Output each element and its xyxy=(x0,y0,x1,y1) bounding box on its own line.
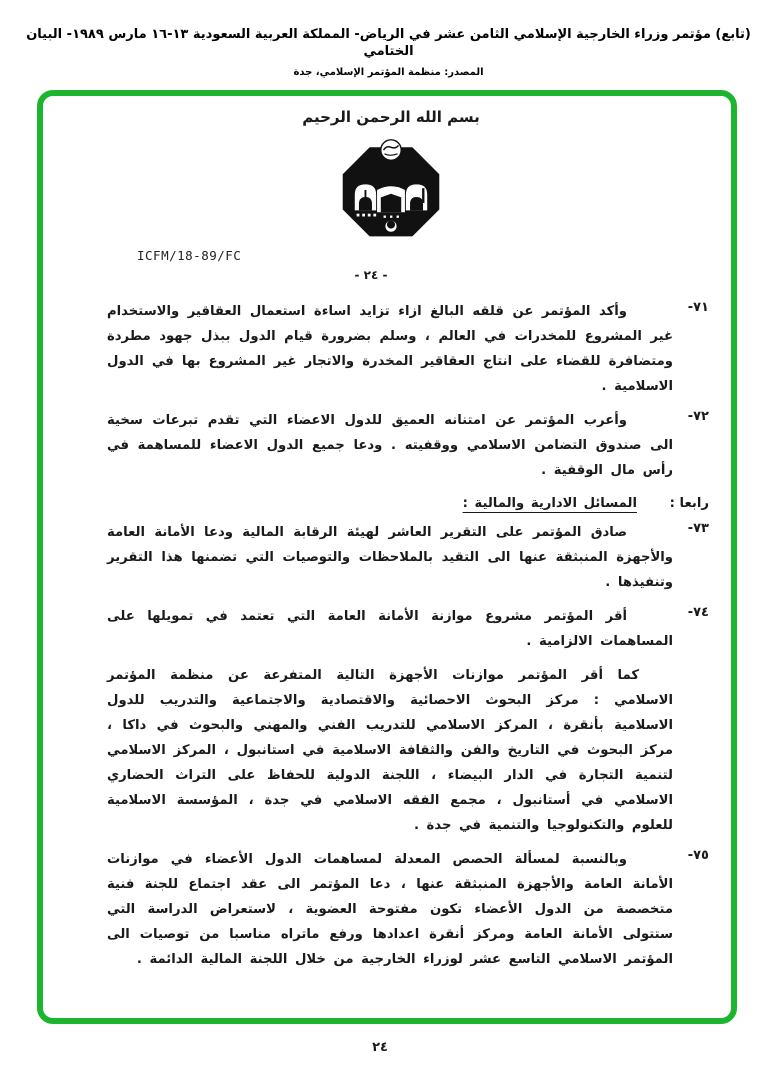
paragraph-number xyxy=(673,663,709,838)
bismillah-calligraphy: بسم الله الرحمن الرحيم xyxy=(302,108,480,126)
footer-page-number: ٢٤ xyxy=(372,1040,388,1055)
header-title: (تابع) مؤتمر وزراء الخارجية الإسلامي الثامن عشر في الرياض- المملكة العربية السعودية ١٣-١٦ مارس ١٩٨٩- البيان الختامي xyxy=(26,27,751,59)
paragraph-74-continuation xyxy=(107,663,709,838)
scanned-page-frame xyxy=(37,90,737,1024)
paragraph-number: ٧٤- xyxy=(687,605,709,620)
paragraph-73 xyxy=(107,520,709,595)
paragraph-text: وأكد المؤتمر عن قلقه البالغ ازاء تزايد اساءة استعمال العقاقير والاستخدام غير المشروع للمخدرات في العالم ، وسلم بضرورة قيام الدول ببذل جهود مطردة ومتضافرة للقضاء على انتاج العقاقير المخدرة والاتجار غير المشروع بها في الدول الاسلامية . xyxy=(107,304,673,394)
paragraph-number: ٧٥- xyxy=(687,848,709,863)
page-marker: - ٢٤ - xyxy=(354,268,388,282)
body-text xyxy=(71,299,711,972)
document-reference-code: ICFM/18-89/FC xyxy=(137,248,242,263)
section-label: رابعا : xyxy=(669,496,709,511)
header-source: المصدر: منظمة المؤتمر الإسلامي، جدة xyxy=(293,67,484,78)
paragraph-number: ٧٣- xyxy=(687,521,709,536)
paragraph-72 xyxy=(107,408,709,483)
oic-octagon-emblem xyxy=(335,138,447,242)
reference-row xyxy=(71,246,711,290)
paragraph-text: وأعرب المؤتمر عن امتنانه العميق للدول الاعضاء التي تقدم تبرعات سخية الى صندوق التضامن الاسلامي ووقفيته . ودعا جميع الدول الاعضاء للمساهمة في رأس مال الوقفية . xyxy=(107,413,673,478)
paragraph-text: صادق المؤتمر على التقرير العاشر لهيئة الرقابة المالية ودعا الأمانة العامة والأجهزة المنبثقة عنها الى التقيد بالملاحظات والتوصيات التي تضمنها هذا التقرير وتنفيذها . xyxy=(107,525,673,590)
emblem-container xyxy=(71,138,711,242)
document-header xyxy=(0,0,777,78)
paragraph-74 xyxy=(107,604,709,654)
section-heading xyxy=(107,496,709,511)
paragraph-text: كما أقر المؤتمر موازنات الأجهزة التالية المتفرعة عن منظمة المؤتمر الاسلامي : مركز البحوث الاحصائية والاقتصادية والاجتماعية والتدريب للدول الاسلامية بأنقرة ، المركز الاسلامي للتدريب الفني والمهني والبحوث في داكا ، مركز البحوث في التاريخ والفن والثقافة الاسلامية في استانبول ، المركز الاسلامي لتنمية التجارة في الدار البيضاء ، اللجنة الدولية للحفاظ على التراث الحضاري الاسلامي في أستانبول ، مجمع الفقه الاسلامي في جدة ، المؤسسة الاسلامية للعلوم والتكنولوجيا والتنمية في جدة . xyxy=(107,668,673,833)
section-title: المسائل الادارية والمالية : xyxy=(462,496,637,511)
paragraph-text: وبالنسبة لمسألة الحصص المعدلة لمساهمات الدول الأعضاء في موازنات الأمانة العامة والأجهزة المنبثقة عنها ، دعا المؤتمر الى عقد اجتماع للجنة فنية متخصصة من الدول الأعضاء تكون مفتوحة العضوية ، لاستعراض الدراسة التي ستتولى الأمانة العامة ومركز أنقرة اعدادها ورفع ماتراه مناسبا من توصيات الى المؤتمر الاسلامي التاسع عشر لوزراء الخارجية من خلال اللجنة المالية الدائمة . xyxy=(107,852,673,967)
paragraph-75 xyxy=(107,847,709,972)
paragraph-number: ٧٢- xyxy=(687,409,709,424)
paragraph-text: أقر المؤتمر مشروع موازنة الأمانة العامة التي تعتمد في تمويلها على المساهمات الالزامية . xyxy=(107,609,673,649)
paragraph-number: ٧١- xyxy=(687,300,709,315)
paragraph-71 xyxy=(107,299,709,399)
